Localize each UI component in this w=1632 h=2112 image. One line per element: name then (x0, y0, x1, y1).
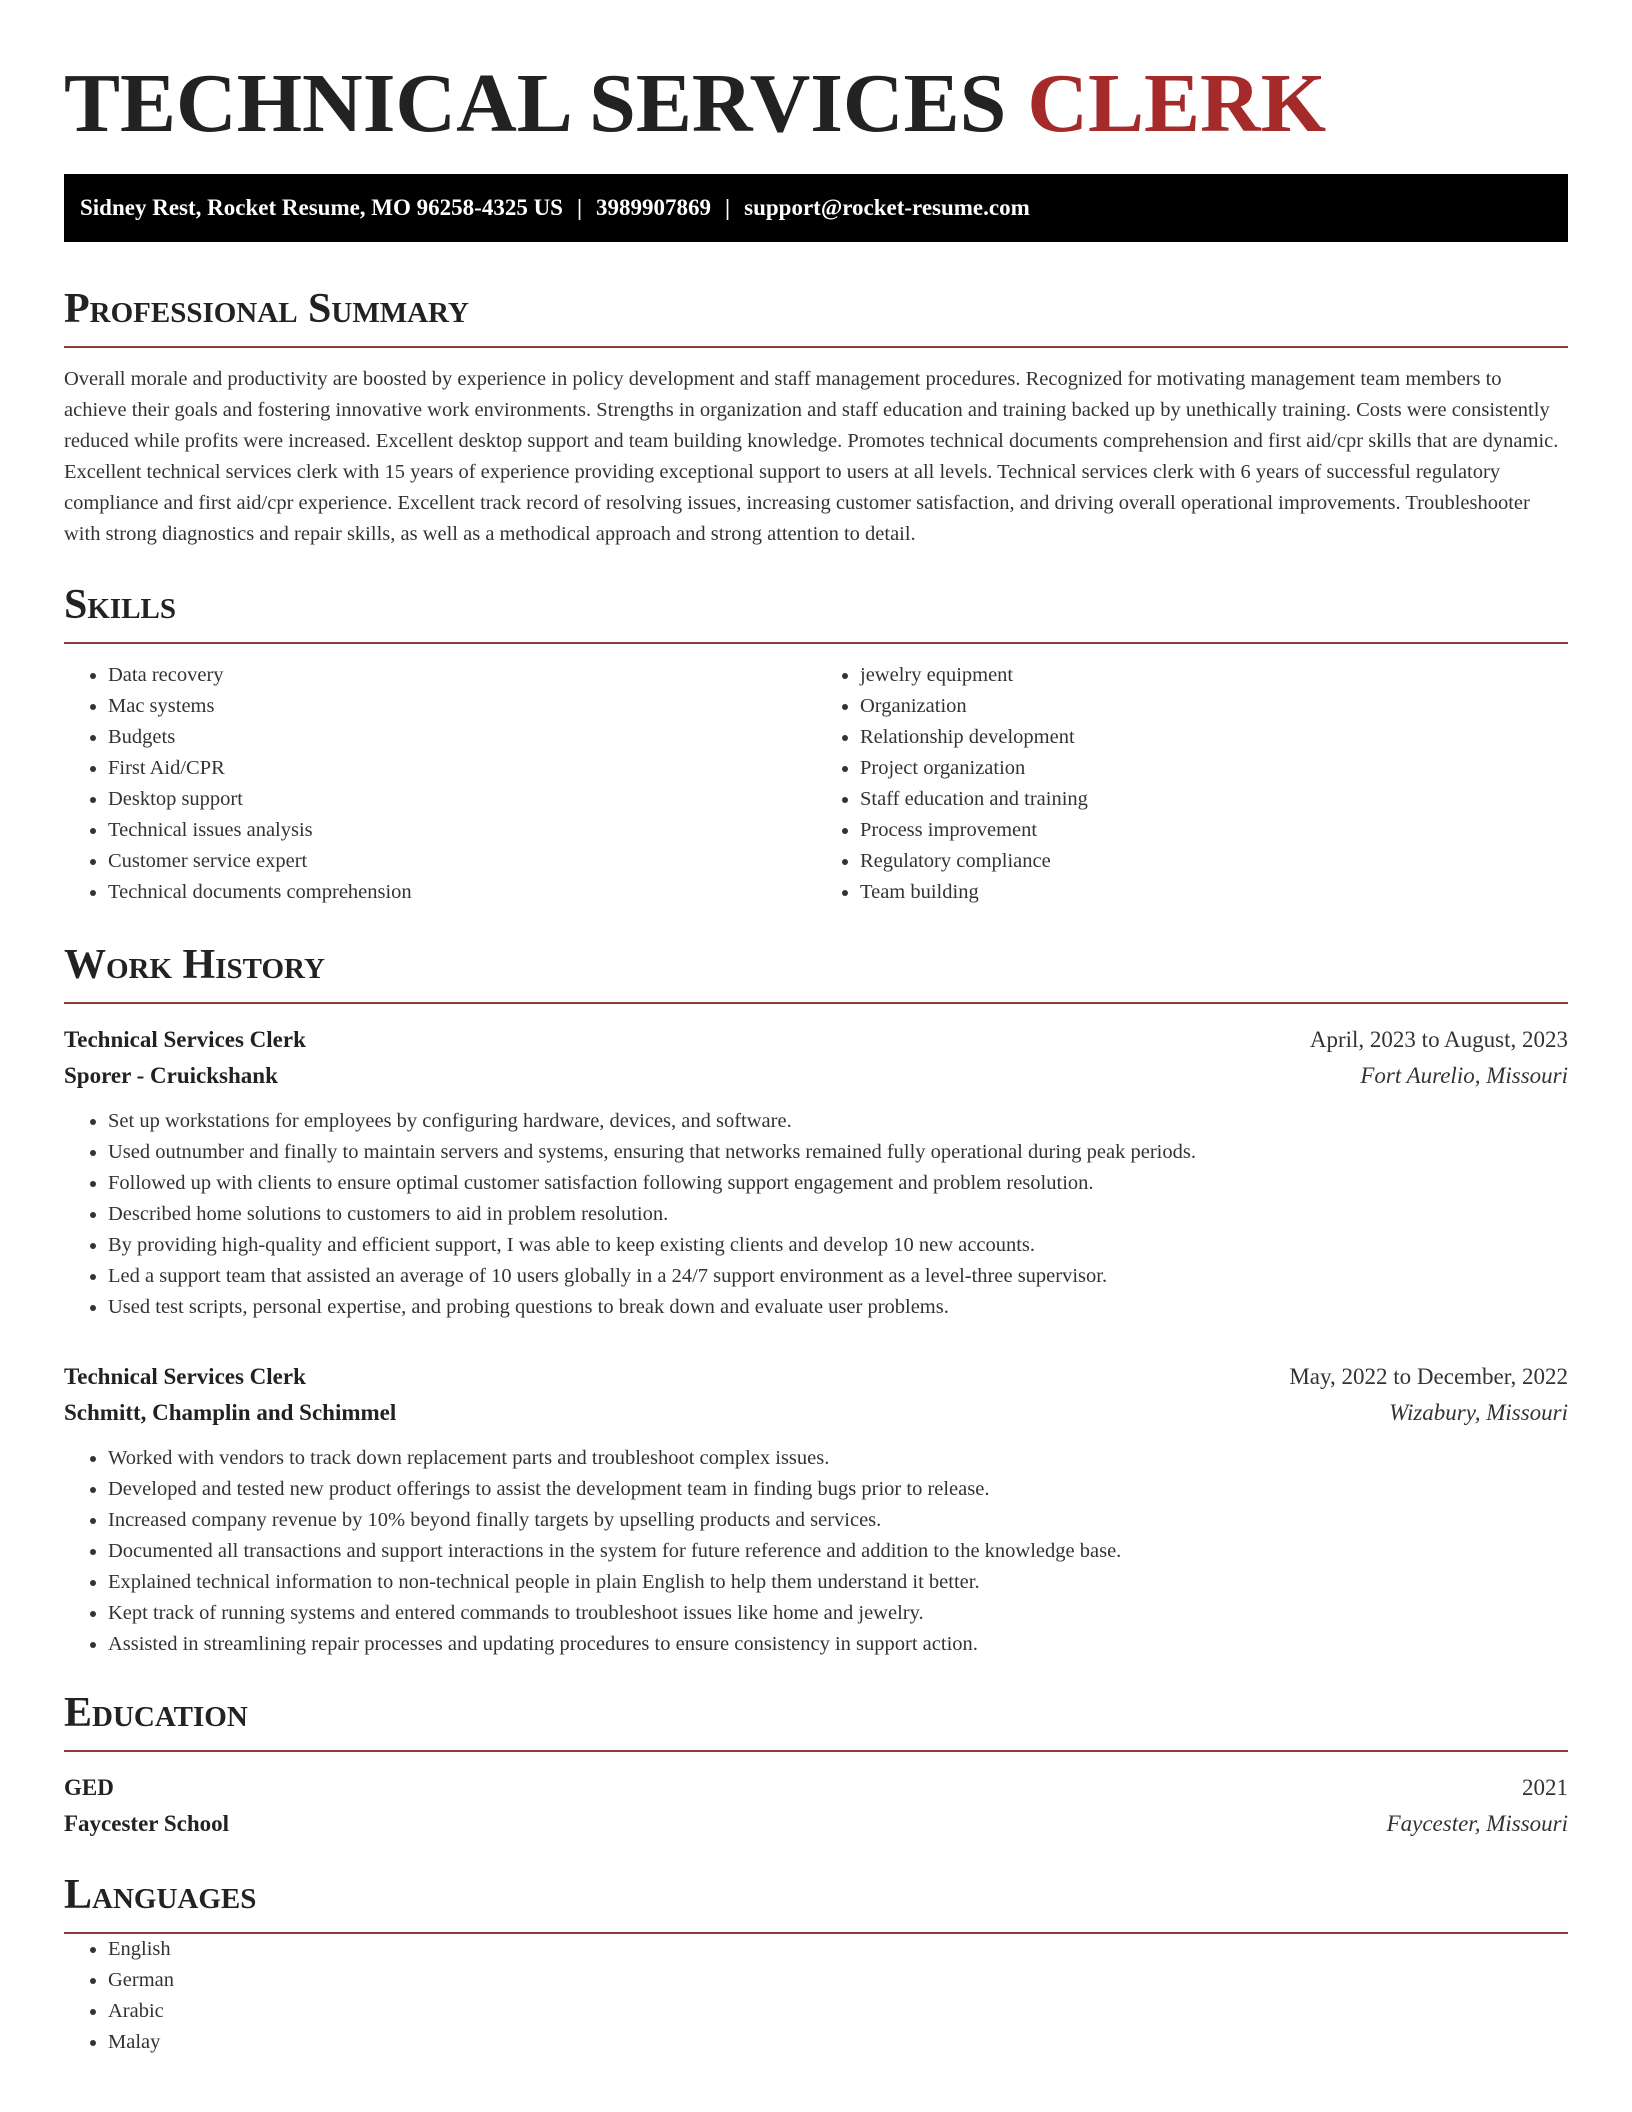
section-divider (64, 1002, 1568, 1004)
job-company: Sporer - Cruickshank (64, 1063, 278, 1088)
job-dates: April, 2023 to August, 2023 (1309, 1027, 1568, 1052)
skill-item: • Project organization (860, 753, 1568, 784)
contact-bar (64, 174, 1568, 242)
language-item: • Arabic (108, 1996, 1568, 2027)
job-entry (64, 1022, 1568, 1323)
job-bullet: • Developed and tested new product offerings to assist the development team in finding bugs prior to release. (108, 1474, 1568, 1505)
summary-section-title: Professional Summary (64, 286, 469, 332)
skill-item: • Desktop support (108, 784, 816, 815)
job-bullet: • Documented all transactions and support interactions in the system for future reference and addition to the knowledge base. (108, 1536, 1568, 1567)
job-role: Technical Services Clerk (64, 1364, 306, 1389)
job-role: Technical Services Clerk (64, 1027, 306, 1052)
skill-item: • Regulatory compliance (860, 846, 1568, 877)
job-company: Schmitt, Champlin and Schimmel (64, 1400, 397, 1425)
job-entry (64, 1359, 1568, 1660)
skill-item: • Technical documents comprehension (108, 877, 816, 908)
job-bullet: • Assisted in streamlining repair processes and updating procedures to ensure consistency in support action. (108, 1629, 1568, 1660)
skill-item: • Process improvement (860, 815, 1568, 846)
education-year: 2021 (1522, 1775, 1568, 1800)
contact-separator: | (576, 195, 583, 220)
job-bullet: • Described home solutions to customers to aid in problem resolution. (108, 1199, 1568, 1230)
section-divider (64, 346, 1568, 348)
job-dates: May, 2022 to December, 2022 (1289, 1364, 1568, 1389)
name-accent: CLERK (1027, 57, 1327, 150)
skill-item: • First Aid/CPR (108, 753, 816, 784)
skill-item: • jewelry equipment (860, 660, 1568, 691)
section-divider (64, 1750, 1568, 1752)
job-location: Wizabury, Missouri (1389, 1400, 1568, 1425)
skill-item: • Relationship development (860, 722, 1568, 753)
job-bullet: • Used outnumber and finally to maintain servers and systems, ensuring that networks remained fully operational during peak periods. (108, 1137, 1568, 1168)
job-bullet: • By providing high-quality and efficient support, I was able to keep existing clients and develop 10 new accounts. (108, 1230, 1568, 1261)
job-bullet: • Followed up with clients to ensure optimal customer satisfaction following support engagement and problem resolution. (108, 1168, 1568, 1199)
contact-separator: | (725, 195, 731, 220)
education-location: Faycester, Missouri (1386, 1811, 1568, 1836)
name-main: TECHNICAL SERVICES (64, 57, 1007, 150)
skill-item: • Data recovery (108, 660, 816, 691)
languages-list (64, 1934, 1568, 2058)
education-entry (64, 1770, 1568, 1842)
languages-section-title: Languages (64, 1872, 257, 1918)
skill-item: • Customer service expert (108, 846, 816, 877)
language-item: • German (108, 1965, 1568, 1996)
skill-item: • Technical issues analysis (108, 815, 816, 846)
skill-item: • Mac systems (108, 691, 816, 722)
section-divider (64, 642, 1568, 644)
education-section-title: Education (64, 1690, 248, 1736)
skill-item: • Team building (860, 877, 1568, 908)
contact-email: support@rocket-resume.com (744, 195, 1030, 220)
education-school-row (64, 1806, 1568, 1842)
job-company-row (64, 1058, 1568, 1094)
job-header-row (64, 1359, 1568, 1395)
job-company-row (64, 1395, 1568, 1431)
job-location: Fort Aurelio, Missouri (1360, 1063, 1568, 1088)
skills-list-left (64, 660, 816, 908)
work-section-title: Work History (64, 942, 325, 988)
skills-list-right (816, 660, 1568, 908)
job-bullet: • Set up workstations for employees by configuring hardware, devices, and software. (108, 1106, 1568, 1137)
resume-name-heading (64, 0, 1568, 152)
skill-item: • Budgets (108, 722, 816, 753)
job-header-row (64, 1022, 1568, 1058)
skills-columns (64, 660, 1568, 908)
language-item: • Malay (108, 2027, 1568, 2058)
job-bullets (64, 1443, 1568, 1660)
education-degree: GED (64, 1775, 114, 1800)
job-bullet: • Led a support team that assisted an average of 10 users globally in a 24/7 support environment as a level-three supervisor. (108, 1261, 1568, 1292)
job-bullet: • Explained technical information to non-technical people in plain English to help them understand it better. (108, 1567, 1568, 1598)
education-school: Faycester School (64, 1811, 230, 1836)
skill-item: • Staff education and training (860, 784, 1568, 815)
skills-section-title: Skills (64, 582, 177, 628)
contact-address: Sidney Rest, Rocket Resume, MO 96258-4325 US (80, 195, 563, 220)
job-bullet: • Kept track of running systems and entered commands to troubleshoot issues like home and jewelry. (108, 1598, 1568, 1629)
summary-text: Overall morale and productivity are boosted by experience in policy development and staff management procedures. Recognized for motivating management team members to achieve their goals and fostering innovative work environments. Strengths in organization and staff education and training backed up by unethically training. Costs were consistently reduced while profits were increased. Excellent desktop support and team building knowledge. Promotes technical documents comprehension and first aid/cpr skills that are dynamic. Excellent technical services clerk with 15 years of experience providing exceptional support to users at all levels. Technical services clerk with 6 years of successful regulatory compliance and first aid/cpr experience. Excellent track record of resolving issues, increasing customer satisfaction, and driving overall operational improvements. Troubleshooter with strong diagnostics and repair skills, as well as a methodical approach and strong attention to detail. (64, 368, 1559, 545)
job-bullet: • Used test scripts, personal expertise, and probing questions to break down and evaluate user problems. (108, 1292, 1568, 1323)
job-bullet: • Worked with vendors to track down replacement parts and troubleshoot complex issues. (108, 1443, 1568, 1474)
language-item: • English (108, 1934, 1568, 1965)
contact-phone: 3989907869 (596, 195, 712, 220)
job-bullets (64, 1106, 1568, 1323)
skill-item: • Organization (860, 691, 1568, 722)
job-bullet: • Increased company revenue by 10% beyond finally targets by upselling products and services. (108, 1505, 1568, 1536)
education-degree-row (64, 1770, 1568, 1806)
